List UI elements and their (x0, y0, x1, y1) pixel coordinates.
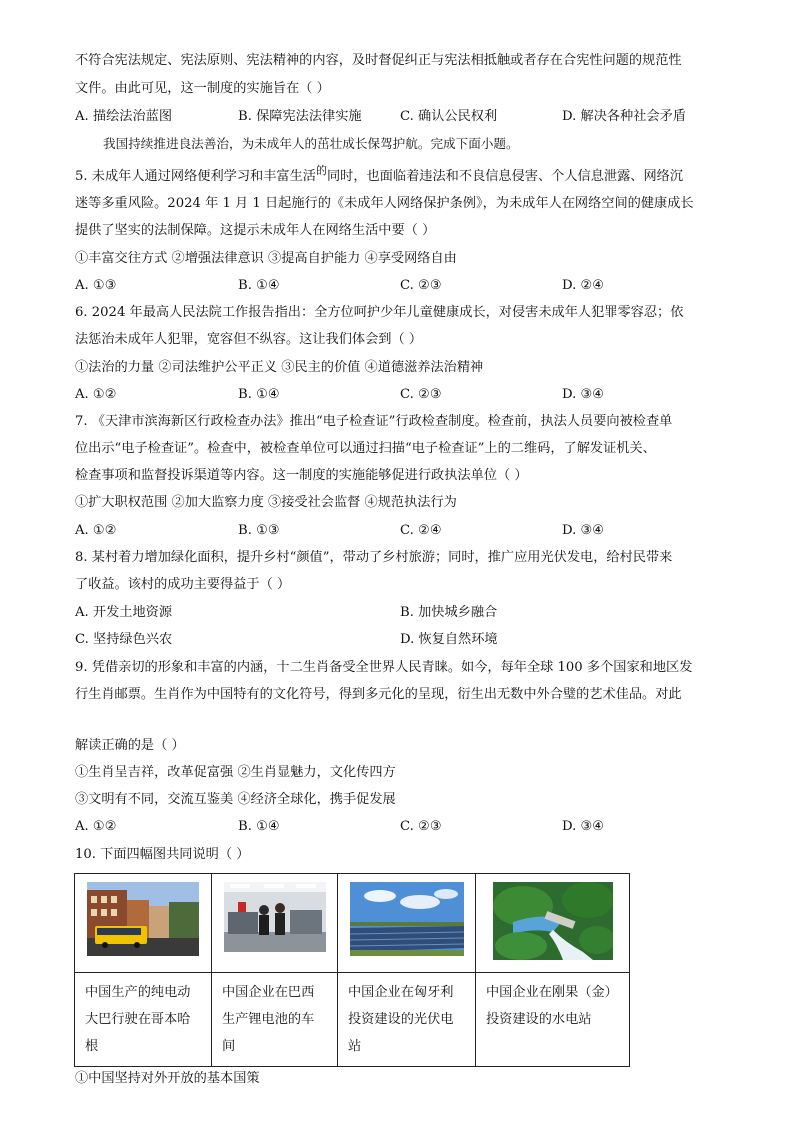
q9-items-2: ③文明有不同，交流互鉴美 ④经济全球化，携手促发展 (75, 792, 396, 807)
q5-line-1-sup: 的 (315, 164, 327, 177)
q7-option-b: B. ①③ (238, 523, 280, 538)
q7-items: ①扩大职权范围 ②加大监察力度 ③接受社会监督 ④规范执法行为 (75, 495, 457, 510)
q8-line-2: 了收益。该村的成功主要得益于（ ） (75, 577, 291, 592)
q9-line-1: 9. 凭借亲切的形象和丰富的内涵，十二生肖备受全世界人民青睐。如今，每年全球 100 多个国家和地区发 (75, 660, 693, 675)
q5-line-3: 提供了坚实的法制保障。这提示未成年人在网络生活中要（ ） (75, 223, 436, 238)
q4-option-c: C. 确认公民权利 (400, 109, 498, 124)
caption-bus: 中国生产的纯电动大巴行驶在哥本哈根 (85, 985, 191, 1054)
q6-option-a: A. ①② (75, 387, 117, 402)
q9-option-c: C. ②③ (400, 819, 442, 834)
q5-option-a: A. ①③ (75, 278, 117, 293)
intro-line-1: 不符合宪法规定、宪法原则、宪法精神的内容，及时督促纠正与宪法相抵触或者存在合宪性问题的规范性 (75, 53, 682, 68)
q6-line-1: 6. 2024 年最高人民法院工作报告指出：全方位呵护少年儿童健康成长，对侵害未成年人犯罪零容忍；依 (75, 305, 684, 320)
q5-items: ①丰富交往方式 ②增强法律意识 ③提高自护能力 ④享受网络自由 (75, 251, 457, 266)
q9-option-b: B. ①④ (238, 819, 280, 834)
q8-option-b: B. 加快城乡融合 (400, 605, 498, 620)
caption-hydro: 中国企业在刚果（金）投资建设的水电站 (486, 985, 618, 1027)
q5-line-1a: 5. 未成年人通过网络便利学习和丰富生活 (75, 169, 316, 184)
q10-item-1: ①中国坚持对外开放的基本国策 (75, 1071, 260, 1086)
q9-option-d: D. ③④ (562, 819, 605, 834)
q7-line-3: 检查事项和监督投诉渠道等内容。这一制度的实施能够促进行政执法单位（ ） (75, 468, 528, 483)
figure-cell-hydro (476, 874, 630, 973)
caption-solar: 中国企业在匈牙利投资建设的光伏电站 (348, 985, 454, 1054)
q5-option-c: C. ②③ (400, 278, 442, 293)
q4-option-b: B. 保障宪法法律实施 (238, 109, 362, 124)
q8-option-c: C. 坚持绿色兴农 (75, 632, 173, 647)
q6-items: ①法治的力量 ②司法维护公平正义 ③民主的价值 ④道德滋养法治精神 (75, 360, 484, 375)
q7-option-d: D. ③④ (562, 523, 605, 538)
q5-line-2: 迷等多重风险。2024 年 1 月 1 日起施行的《未成年人网络保护条例》，为未成年人在网络空间的健康成长 (75, 196, 694, 211)
lithium-battery-workshop-photo (224, 882, 326, 952)
figure-cell-solar (338, 874, 476, 973)
q9-option-a: A. ①② (75, 819, 117, 834)
q8-line-1: 8. 某村着力增加绿化面积，提升乡村“颜值”，带动了乡村旅游；同时，推广应用光伏发电，给村民带来 (75, 550, 673, 565)
q6-option-c: C. ②③ (400, 387, 442, 402)
hungary-solar-plant-photo (350, 882, 464, 956)
q5-line-1b: 同时，也面临着违法和不良信息侵害、个人信息泄露、网络沉 (326, 169, 684, 184)
section-intro: 我国持续推进良法善治，为未成年人的茁壮成长保驾护航。完成下面小题。 (103, 136, 519, 151)
q9-line-2: 行生肖邮票。生肖作为中国特有的文化符号，得到多元化的呈现，衍生出无数中外合璧的艺术佳品。对此 (75, 687, 682, 702)
q5-option-b: B. ①④ (238, 278, 280, 293)
figure-cell-bus (75, 874, 212, 973)
q7-line-1: 7. 《天津市滨海新区行政检查办法》推出“电子检查证”行政检查制度。检查前，执法人员要向被检查单 (75, 414, 673, 429)
q4-option-a: A. 描绘法治蓝图 (75, 109, 173, 124)
q6-option-d: D. ③④ (562, 387, 605, 402)
q6-line-2: 法惩治未成年人犯罪，宽容但不纵容。这让我们体会到（ ） (75, 332, 423, 347)
copenhagen-bus-photo (87, 882, 199, 956)
q8-option-d: D. 恢复自然环境 (400, 632, 498, 647)
q8-option-a: A. 开发土地资源 (75, 605, 173, 620)
q5-line-1 (75, 164, 684, 186)
q4-option-d: D. 解决各种社会矛盾 (562, 109, 686, 124)
caption-factory: 中国企业在巴西生产锂电池的车间 (222, 985, 315, 1054)
q9-items-1: ①生肖呈吉祥，改革促富强 ②生肖显魅力，文化传四方 (75, 765, 396, 780)
q10-stem: 10. 下面四幅图共同说明（ ） (75, 847, 250, 862)
q7-option-c: C. ②④ (400, 523, 442, 538)
figure-cell-factory (212, 874, 338, 973)
q7-line-2: 位出示“电子检查证”。检查中，被检查单位可以通过扫描“电子检查证”上的二维码，了解发证机关、 (75, 441, 656, 456)
congo-hydropower-photo (493, 882, 613, 960)
q5-option-d: D. ②④ (562, 278, 605, 293)
q10-figure-table (74, 873, 630, 1067)
q9-line-3: 解读正确的是（ ） (75, 738, 185, 753)
q7-option-a: A. ①② (75, 523, 117, 538)
intro-line-2: 文件。由此可见，这一制度的实施旨在（ ） (75, 81, 330, 96)
q6-option-b: B. ①④ (238, 387, 280, 402)
